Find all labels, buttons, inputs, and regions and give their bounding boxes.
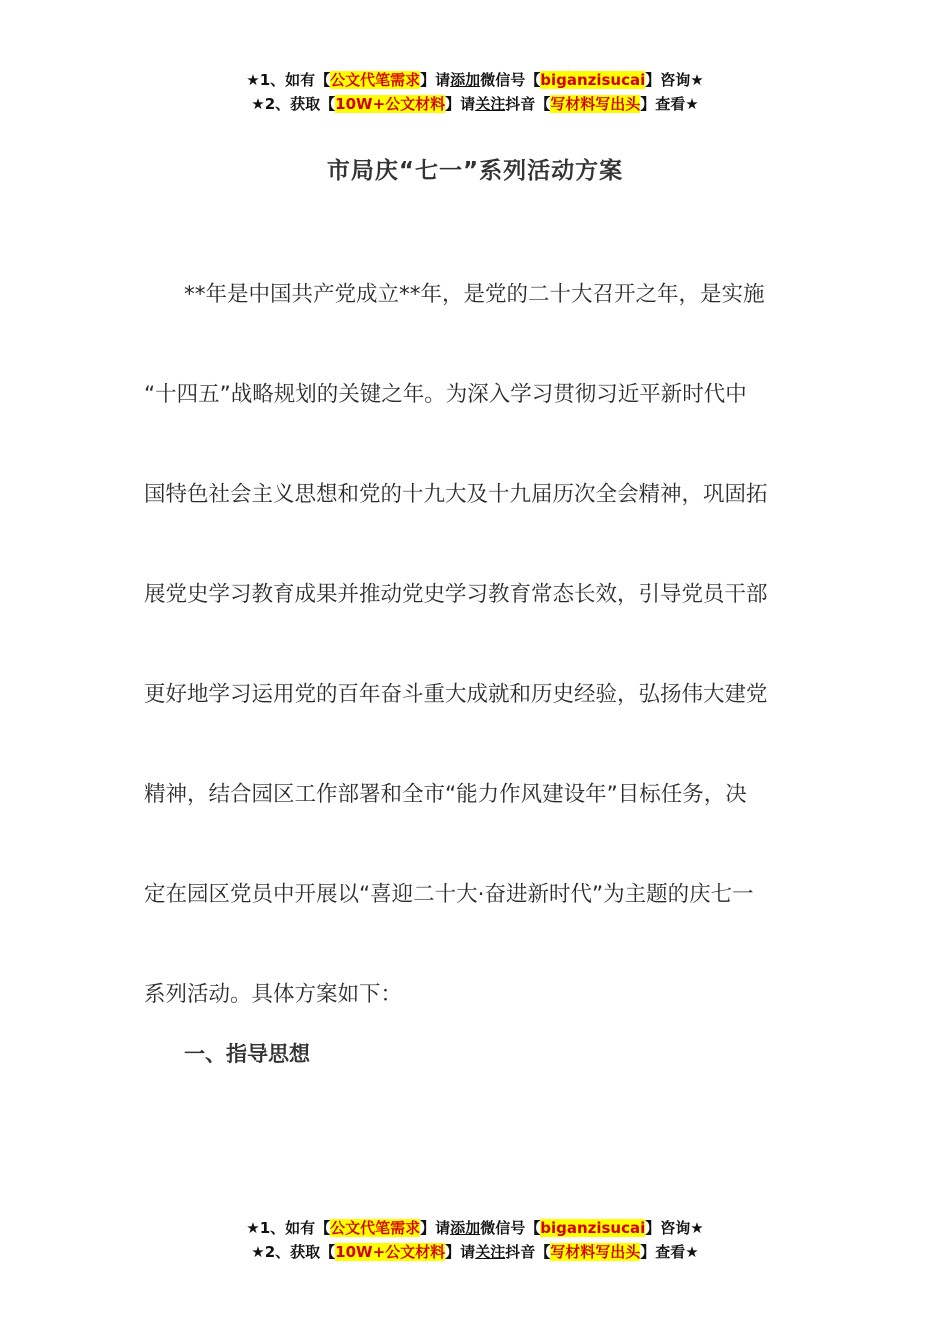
header-promo-banner [0,68,950,116]
promo-highlight: 写材料写出头 [550,95,641,113]
promo-underlined: 关注 [475,1243,506,1261]
promo-line-1 [0,68,950,92]
section-heading: 一、指导思想 [184,1042,310,1066]
star-icon: ★ [246,71,260,89]
promo-highlight: 公文代笔需求 [330,71,421,89]
promo-text: 微信号【 [480,71,541,89]
paragraph-line: 国特色社会主义思想和党的十九大及十九届历次全会精神，巩固拓 [144,482,768,507]
promo-highlight: 公文代笔需求 [330,1219,421,1237]
promo-text: 】请 [420,1219,451,1237]
promo-line-2 [0,92,950,116]
promo-text: 抖音【 [505,95,551,113]
promo-text: 2、获取【 [264,1243,336,1261]
promo-text: 】咨询 [645,1219,691,1237]
paragraph-line: 展党史学习教育成果并推动党史学习教育常态长效，引导党员干部 [144,582,768,607]
promo-line-1 [0,1216,950,1240]
paragraph-line: **年是中国共产党成立**年，是党的二十大召开之年，是实施 [184,282,765,307]
paragraph-line: “十四五”战略规划的关键之年。为深入学习贯彻习近平新时代中 [144,382,747,407]
promo-text: 】请 [420,71,451,89]
star-icon: ★ [685,95,699,113]
intro-paragraph [144,245,806,1045]
paragraph-line: 系列活动。具体方案如下： [144,982,403,1007]
promo-text: 抖音【 [505,1243,551,1261]
promo-underlined: 添加 [450,71,481,89]
promo-highlight: biganzisucai [540,71,646,89]
star-icon: ★ [251,1243,265,1261]
promo-text: 】请 [445,95,476,113]
document-title: 市局庆“七一”系列活动方案 [326,158,624,184]
promo-text: 】咨询 [645,71,691,89]
promo-highlight: 10W+公文材料 [335,1243,446,1261]
promo-text: 2、获取【 [264,95,336,113]
promo-underlined: 关注 [475,95,506,113]
promo-highlight: 写材料写出头 [550,1243,641,1261]
promo-text: 1、如有【 [259,71,331,89]
promo-underlined: 添加 [450,1219,481,1237]
star-icon: ★ [690,71,704,89]
promo-highlight: biganzisucai [540,1219,646,1237]
promo-text: 】查看 [640,95,686,113]
star-icon: ★ [246,1219,260,1237]
paragraph-line: 精神，结合园区工作部署和全市“能力作风建设年”目标任务，决 [144,782,747,807]
footer-promo-banner [0,1216,950,1264]
promo-text: 】查看 [640,1243,686,1261]
promo-text: 1、如有【 [259,1219,331,1237]
promo-text: 】请 [445,1243,476,1261]
promo-line-2 [0,1240,950,1264]
paragraph-line: 更好地学习运用党的百年奋斗重大成就和历史经验，弘扬伟大建党 [144,682,768,707]
star-icon: ★ [690,1219,704,1237]
star-icon: ★ [685,1243,699,1261]
promo-text: 微信号【 [480,1219,541,1237]
paragraph-line: 定在园区党员中开展以“喜迎二十大·奋进新时代”为主题的庆七一 [144,882,754,907]
star-icon: ★ [251,95,265,113]
promo-highlight: 10W+公文材料 [335,95,446,113]
